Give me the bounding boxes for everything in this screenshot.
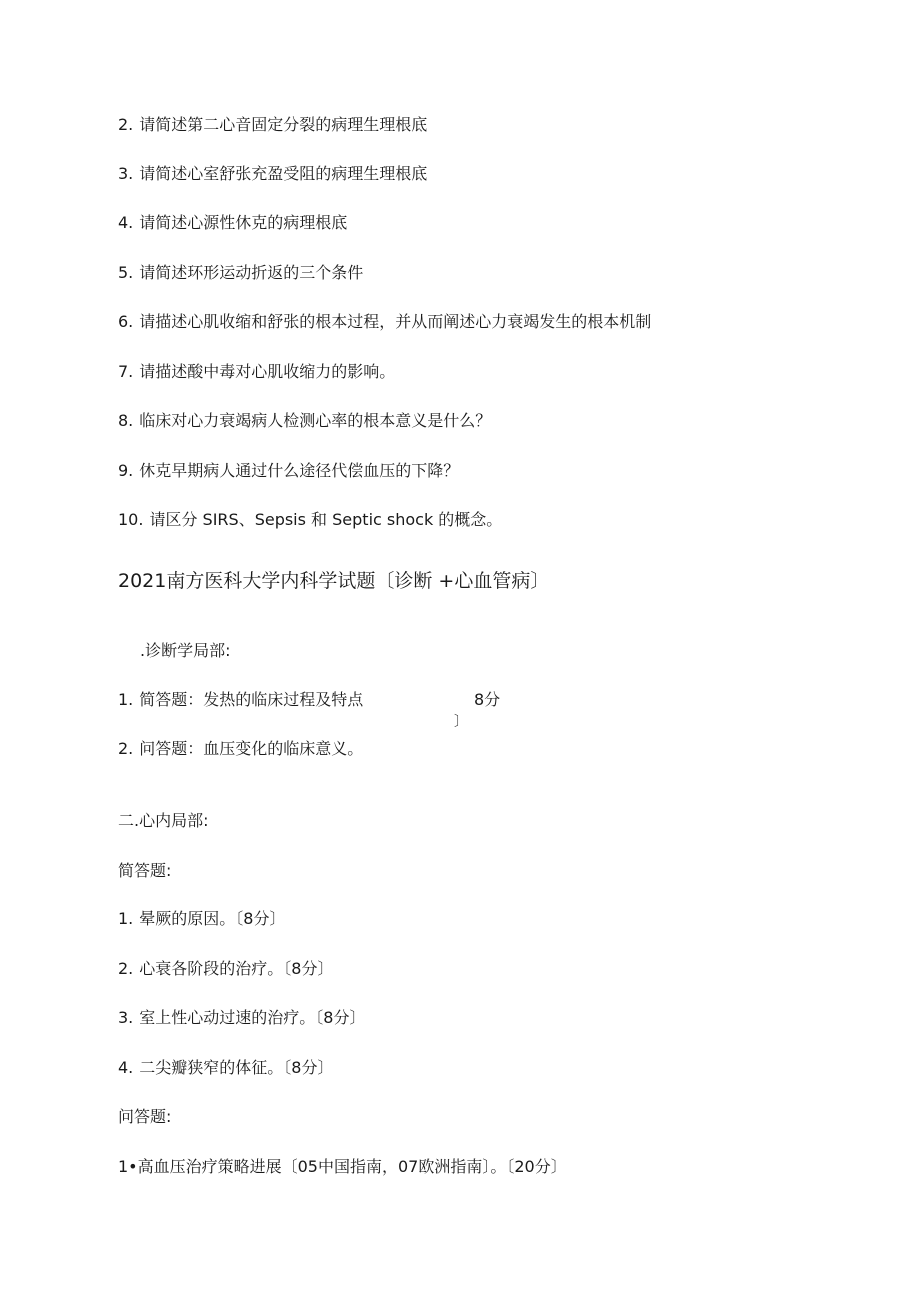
question-2: 2. 请简述第二心音固定分裂的病理生理根底: [118, 115, 428, 134]
diag-item-2: 2. 问答题：血压变化的临床意义。: [118, 739, 364, 758]
cardio-short-2: 2. 心衰各阶段的治疗。〔8分〕: [118, 959, 334, 978]
question-7: 7. 请描述酸中毒对心肌收缩力的影响。: [118, 362, 396, 381]
cardio-short-3: 3. 室上性心动过速的治疗。〔8分〕: [118, 1008, 366, 1027]
diagnosis-heading: .诊断学局部:: [140, 641, 231, 660]
section-title: 2021南方医科大学内科学试题〔诊断 +心血管病〕: [118, 570, 550, 592]
question-8: 8. 临床对心力衰竭病人检测心率的根本意义是什么？: [118, 411, 492, 430]
essay-label: 问答题:: [118, 1107, 172, 1126]
cardio-short-1: 1. 晕厥的原因。〔8分〕: [118, 909, 286, 928]
question-3: 3. 请简述心室舒张充盈受阻的病理生理根底: [118, 164, 428, 183]
cardiology-heading: 二.心内局部:: [118, 811, 209, 830]
question-9: 9. 休克早期病人通过什么途径代偿血压的下降？: [118, 461, 460, 480]
cardio-short-4: 4. 二尖瓣狭窄的体征。〔8分〕: [118, 1058, 334, 1077]
diag-item-1: 1. 简答题：发热的临床过程及特点: [118, 690, 364, 709]
diag-item-1-score: 8分: [474, 690, 501, 709]
question-10: 10. 请区分 SIRS、Sepsis 和 Septic shock 的概念。: [118, 510, 503, 529]
question-4: 4. 请简述心源性休克的病理根底: [118, 213, 348, 232]
essay-item-1: 1•高血压治疗策略进展〔05中国指南，07欧洲指南〕。〔20分〕: [118, 1157, 567, 1176]
question-6: 6. 请描述心肌收缩和舒张的根本过程，并从而阐述心力衰竭发生的根本机制: [118, 312, 652, 331]
question-5: 5. 请简述环形运动折返的三个条件: [118, 263, 364, 282]
short-answer-label: 简答题:: [118, 861, 172, 880]
diag-item-1-bracket: 〕: [454, 714, 468, 730]
